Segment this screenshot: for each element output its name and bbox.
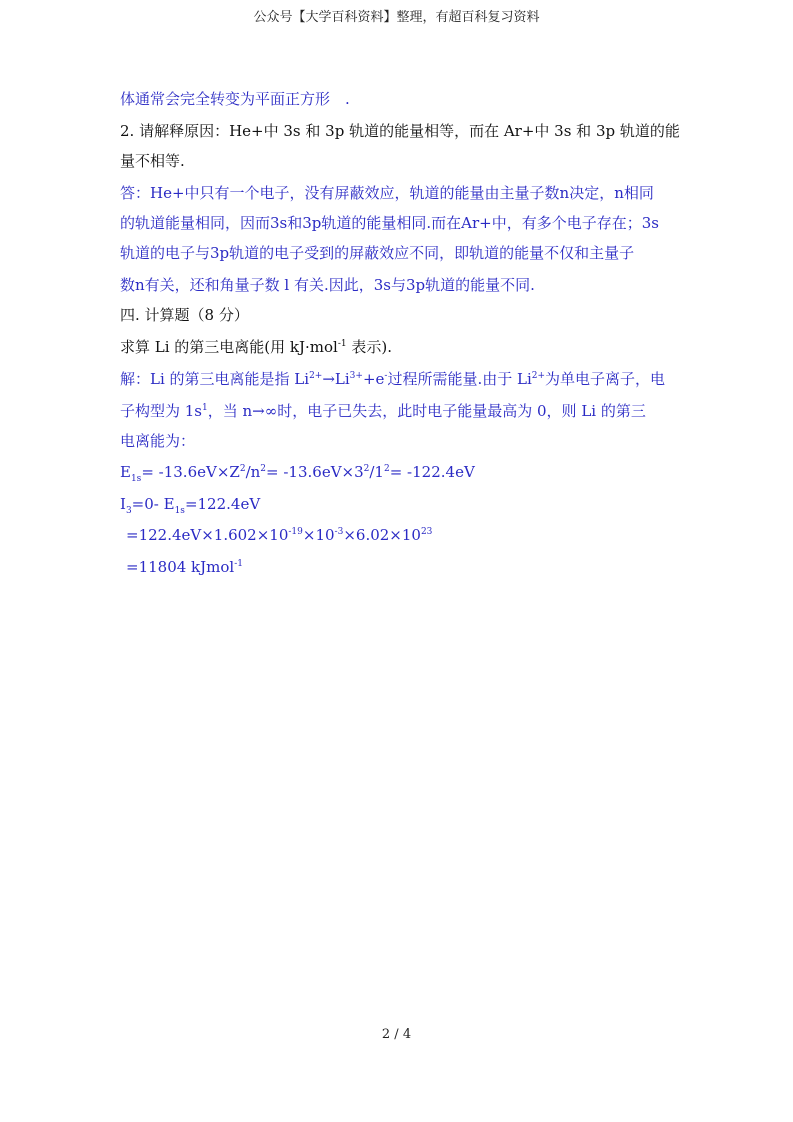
superscript: 2 — [383, 464, 390, 474]
answer-line-1: 答：He+中只有一个电子，没有屏蔽效应，轨道的能量由主量子数n决定，n相同 — [120, 184, 654, 202]
solution-text: 过程所需能量.由于 Li — [387, 370, 532, 388]
solution-text: →Li — [322, 370, 350, 388]
page-header: 公众号【大学百科资料】整理，有超百科复习资料 — [253, 10, 540, 25]
equation-text: ×6.02×10 — [343, 526, 421, 544]
equation-text: ×10 — [302, 526, 335, 544]
equation-text: =0- E — [131, 495, 175, 513]
solution-line-3: 电离能为： — [120, 432, 196, 450]
calculation-question — [120, 337, 392, 357]
page-number: 2 / 4 — [381, 1027, 412, 1042]
solution-text: 解：Li 的第三电离能是指 Li — [120, 370, 310, 388]
subscript: 3 — [125, 506, 132, 516]
answer-line-2: 的轨道能量相同，因而3s和3p轨道的能量相同.而在Ar+中，有多个电子存在；3s — [120, 214, 659, 232]
equation-text: = -13.6eV×3 — [266, 463, 364, 481]
equation-result — [126, 557, 243, 577]
equation-text: =122.4eV×1.602×10 — [126, 526, 289, 544]
solution-line-2 — [120, 401, 646, 421]
equation-i3 — [120, 494, 260, 514]
equation-text: =11804 kJmol — [126, 558, 235, 576]
equation-e1s — [120, 462, 475, 482]
subscript: 1s — [174, 506, 185, 516]
equation-conversion — [126, 525, 432, 545]
equation-text: = -13.6eV×Z — [141, 463, 240, 481]
superscript: 2+ — [531, 371, 546, 381]
equation-text: E — [120, 463, 131, 481]
question-text-end: 表示). — [346, 338, 393, 356]
solution-text: 为单电子离子，电 — [545, 370, 666, 388]
subscript: 1s — [130, 474, 142, 484]
solution-text: ，当 n→∞时，电子已失去，此时电子能量最高为 0，则 Li 的第三 — [207, 402, 646, 420]
question-2-line-2: 量不相等. — [120, 152, 185, 170]
equation-text: =122.4eV — [184, 495, 261, 513]
superscript: 23 — [420, 527, 433, 537]
superscript: 1 — [202, 403, 208, 413]
superscript: 3+ — [349, 371, 363, 381]
superscript: -1 — [234, 559, 243, 569]
superscript: 2 — [239, 464, 246, 474]
superscript: - — [384, 371, 388, 381]
solution-text: +e — [362, 370, 385, 388]
superscript: -1 — [337, 339, 347, 349]
superscript: 2 — [260, 464, 267, 474]
equation-text: = -122.4eV — [389, 463, 475, 481]
solution-text: 子构型为 1s — [120, 402, 203, 420]
answer-line-4: 数n有关，还和角量子数 l 有关.因此，3s与3p轨道的能量不同. — [120, 276, 535, 294]
question-text: 求算 Li 的第三电离能(用 kJ·mol — [120, 338, 338, 356]
superscript: -19 — [288, 527, 303, 537]
equation-text: /n — [245, 463, 261, 481]
section-heading-calculation: 四. 计算题（8 分） — [120, 306, 249, 324]
superscript: 2 — [363, 464, 370, 474]
superscript: 2+ — [309, 371, 323, 381]
solution-line-1 — [120, 369, 665, 389]
question-2-line-1: 2. 请解释原因：He+中 3s 和 3p 轨道的能量相等，而在 Ar+中 3s 和 3p 轨道的能 — [120, 122, 680, 140]
answer-line-3: 轨道的电子与3p轨道的电子受到的屏蔽效应不同，即轨道的能量不仅和主量子 — [120, 244, 635, 262]
equation-text: /1 — [369, 463, 384, 481]
equation-text: I — [120, 495, 126, 513]
text-line-1: 体通常会完全转变为平面正方形 . — [120, 90, 350, 108]
superscript: -3 — [334, 527, 344, 537]
